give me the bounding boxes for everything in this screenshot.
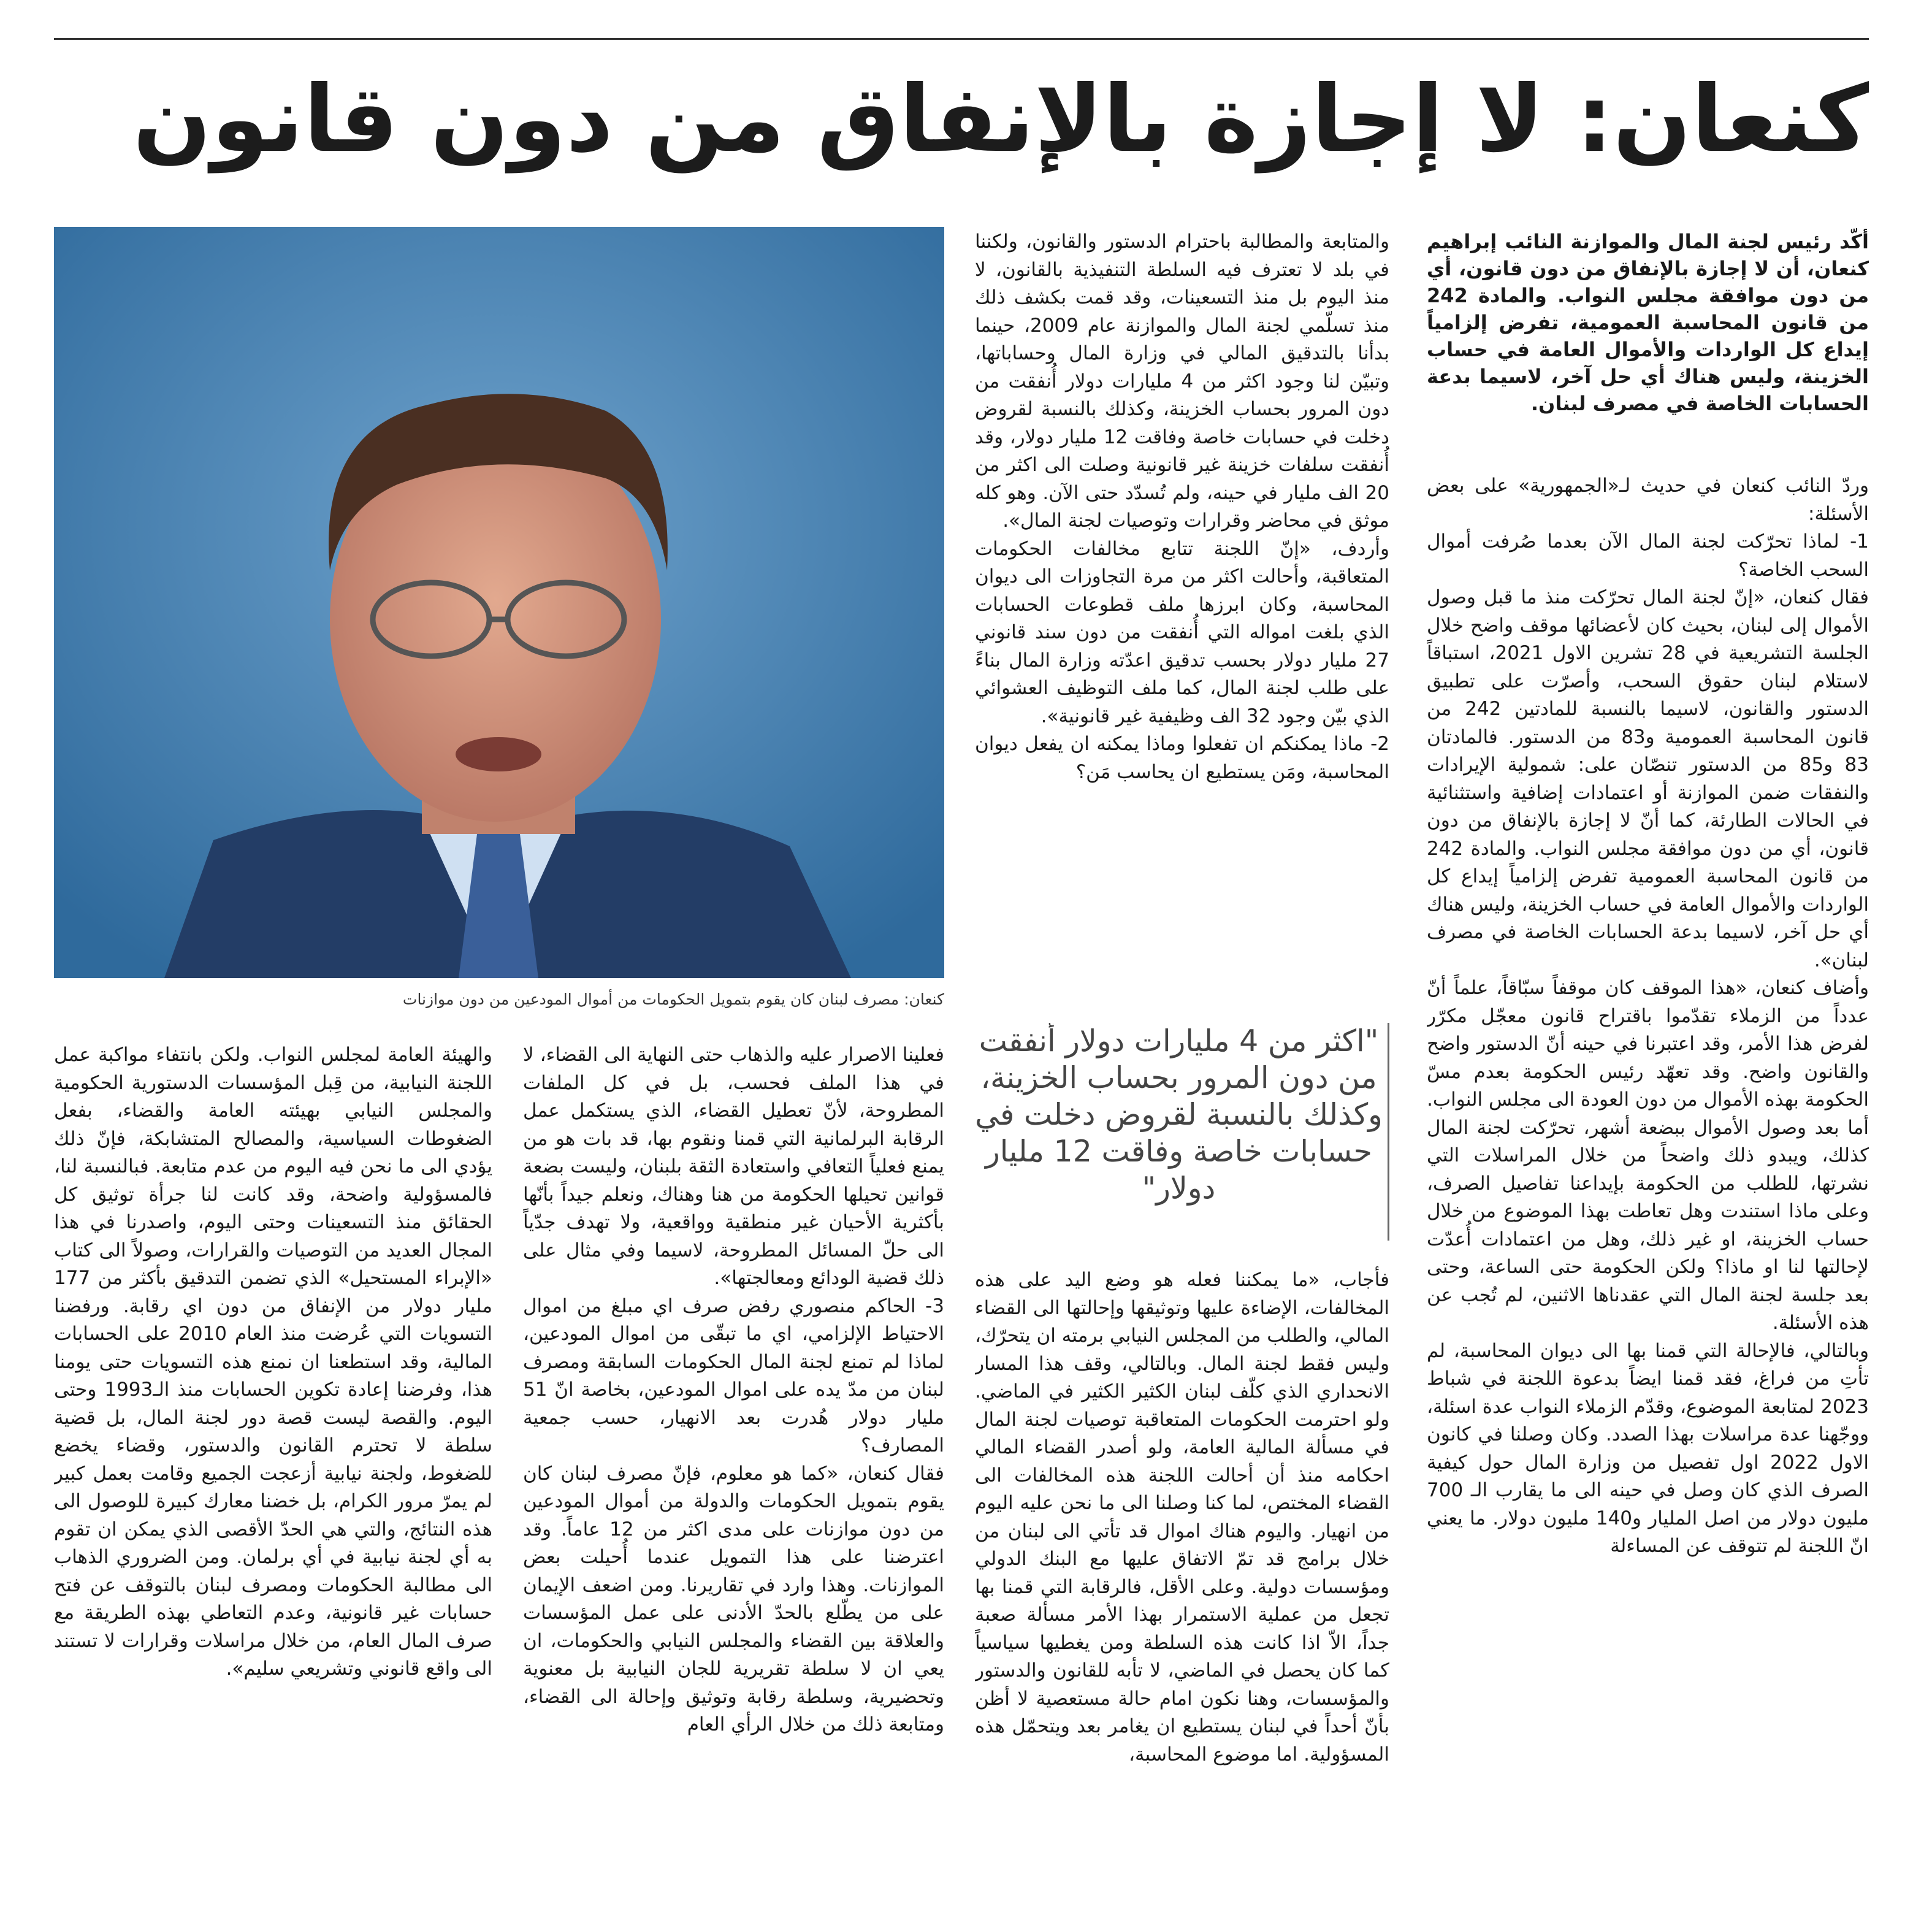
paragraph: وأردف، «إنّ اللجنة تتابع مخالفات الحكومات المتعاقبة، وأحالت اكثر من مرة التجاوزات الى ديوان المحاسبة، وكان ابرزها ملف قطوعات الحسابات الذي بلغت امواله التي أُنفقت من دون سند قانوني 27 مليار دولار بحسب تدقيق اعدّته وزارة المال بناءً على طلب لجنة المال، كما ملف التوظيف العشوائي الذي بيّن وجود 32 الف وظيفية غير قانونية». <box>975 537 1389 727</box>
column-2-bottom <box>975 1266 1389 1898</box>
portrait-photo <box>54 227 944 978</box>
column-4 <box>54 1041 492 1897</box>
paragraph: وردّ النائب كنعان في حديث لـ«الجمهورية» على بعض الأسئلة: <box>1427 475 1869 525</box>
column-2-top <box>975 228 1389 995</box>
column-1 <box>1427 228 1869 1896</box>
question-3: 3- الحاكم منصوري رفض صرف اي مبلغ من اموال الاحتياط الإلزامي، اي ما تبقّى من اموال المودعين، لماذا لم تمنع لجنة المال الحكومات السابقة ومصرف لبنان من مدّ يده على اموال المودعين، بخاصة انّ 51 مليار دولار هُدرت بعد الانهيار، حسب جمعية المصارف؟ <box>523 1295 944 1456</box>
paragraph: فأجاب، «ما يمكننا فعله هو وضع اليد على هذه المخالفات، الإضاءة عليها وتوثيقها وإحالتها الى القضاء المالي، والطلب من المجلس النيابي برمته ان يتحرّك، وليس فقط لجنة المال. وبالتالي، وقف هذا المسار الانحداري الذي كلّف لبنان الكثير الكثير في الماضي. ولو احترمت الحكومات المتعاقبة توصيات لجنة المال في مسألة المالية العامة، ولو أصدر القضاء المالي احكامه منذ أن أحالت اللجنة هذه المخالفات الى القضاء المختص، لما كنا وصلنا الى ما نحن عليه اليوم من انهيار. واليوم هناك اموال قد تأتي الى لبنان من خلال برامج قد تمّ الاتفاق عليها مع البنك الدولي ومؤسسات دولية. وعلى الأقل، فالرقابة التي قمنا بها تجعل من عملية الاستمرار بهذا الأمر مسألة صعبة جداً، الاّ اذا كانت هذه السلطة ومن يغطيها سياسياً كما كان يحصل في الماضي، لا تأبه للقانون والدستور والمؤسسات، وهنا نكون امام حالة مستعصية لا أظن بأنّ أحداً في لبنان يستطيع ان يغامر بعد ويتحمّل هذه المسؤولية. اما موضوع المحاسبة، <box>975 1269 1389 1766</box>
question-1: 1- لماذا تحرّكت لجنة المال الآن بعدما صُرفت أموال السحب الخاصة؟ <box>1427 530 1869 581</box>
column-3 <box>523 1041 944 1897</box>
top-rule <box>54 38 1869 40</box>
paragraph: فعلينا الاصرار عليه والذهاب حتى النهاية الى القضاء، لا في هذا الملف فحسب، بل في كل الملفات المطروحة، لأنّ تعطيل القضاء، الذي يستكمل عمل الرقابة البرلمانية التي قمنا ونقوم بها، قد بات هو من يمنع فعلياً التعافي واستعادة الثقة بلبنان، وليست بضعة قوانين تحيلها الحكومة من هنا وهناك، ونعلم جيداً بأنّها بأكثرية الأحيان غير منطقية وواقعية، ولا تهدف جدّياً الى حلّ المسائل المطروحة، لاسيما وفي مثال على ذلك قضية الودائع ومعالجتها». <box>523 1044 944 1289</box>
paragraph: وأضاف كنعان، «هذا الموقف كان موقفاً سبّاقاً، علماً أنّ عدداً من الزملاء تقدّموا باقتراح قانون معجّل مكرّر لفرض هذا الأمر، وقد اعتبرنا في حينه أنّ الدستور واضح والقانون واضح. وقد تعهّد رئيس الحكومة بعدم مسّ الحكومة بهذه الأموال من دون العودة الى مجلس النواب. <box>1427 977 1869 1111</box>
paragraph: والمتابعة والمطالبة باحترام الدستور والقانون، ولكننا في بلد لا تعترف فيه السلطة التنفيذية بالقانون، لا منذ اليوم بل منذ التسعينات، وقد قمت بكشف ذلك منذ تسلّمي لجنة المال والموازنة عام 2009، حينما بدأنا بالتدقيق المالي في وزارة المال وحساباتها، وتبيّن لنا وجود اكثر من 4 مليارات دولار أُنفقت من دون المرور بحساب الخزينة، وكذلك بالنسبة لقروض دخلت في حسابات خاصة وفاقت 12 مليار دولار، وقد أُنفقت سلفات خزينة غير قانونية وصلت الى اكثر من 20 الف مليار في حينه، ولم تُسدّد حتى الآن. وهو كله موثق في محاضر وقرارات وتوصيات لجنة المال». <box>975 231 1389 532</box>
paragraph: فقال كنعان، «إنّ لجنة المال تحرّكت منذ ما قبل وصول الأموال إلى لبنان، بحيث كان لأعضائها موقف واضح خلال الجلسة التشريعية في 28 تشرين الاول 2021، استباقاً لاستلام لبنان حقوق السحب، وأصرّت على تطبيق الدستور والقانون، لاسيما بالنسبة للمادتين 242 من قانون المحاسبة العمومية و83 من الدستور. فالمادتان 83 و85 من الدستور تنصّان على: شمولية الإيرادات والنفقات ضمن الموازنة أو اعتمادات إضافية واستثنائية في الحالات الطارئة، كما أنّ لا إجازة بالإنفاق من دون قانون، أي من دون موافقة مجلس النواب. والمادة 242 من قانون المحاسبة العمومية تفرض إلزامياً إيداع كل الواردات والأموال العامة في حساب الخزينة، وليس هناك أي حل آخر، لاسيما بدعة الحسابات الخاصة في مصرف لبنان». <box>1427 586 1869 971</box>
photo-caption: كنعان: مصرف لبنان كان يقوم بتمويل الحكومات من أموال المودعين من دون موازنات <box>402 990 944 1008</box>
lead-paragraph: أكّد رئيس لجنة المال والموازنة النائب إبراهيم كنعان، أن لا إجازة بالإنفاق من دون قانون، أي من دون موافقة مجلس النواب. والمادة 242 من قانون المحاسبة العمومية، تفرض إلزامياً إيداع كل الواردات والأموال العامة في حساب الخزينة، وليس هناك أي حل آخر، لاسيما بدعة الحسابات الخاصة في مصرف لبنان. <box>1427 230 1869 415</box>
headline: كنعان: لا إجازة بالإنفاق من دون قانون <box>132 66 1869 173</box>
paragraph: والهيئة العامة لمجلس النواب. ولكن بانتفاء مواكبة عمل اللجنة النيابية، من قِبل المؤسسات الدستورية الحكومية والمجلس النيابي بهيئته العامة والقضاء، بفعل الضغوطات السياسية، والمصالح المتشابكة، فإنّ ذلك يؤدي الى ما نحن فيه اليوم من عدم متابعة. فبالنسبة لنا، فالمسؤولية واضحة، وقد كانت لنا جرأة توثيق كل الحقائق منذ التسعينات وحتى اليوم، واصدرنا في هذا المجال العديد من التوصيات والقرارات، وصولاً الى كتاب «الإبراء المستحيل» الذي تضمن التدقيق بأكثر من 177 مليار دولار من الإنفاق من دون اي رقابة. ورفضنا التسويات التي عُرضت منذ العام 2010 على الحسابات المالية، وقد استطعنا ان نمنع هذه التسويات حتى يومنا هذا، وفرضنا إعادة تكوين الحسابات منذ الـ1993 وحتى اليوم. والقصة ليست قصة دور لجنة المال، بل قضية سلطة لا تحترم القانون والدستور، وقضاء يخضع للضغوط، ولجنة نيابية أزعجت الجميع وقامت بعمل كبير لم يمرّ مرور الكرام، بل خضنا معارك كبيرة للوصول الى هذه النتائج، والتي هي الحدّ الأقصى الذي يمكن ان تقوم به أي لجنة نيابية في أي برلمان. ومن الضروري الذهاب الى مطالبة الحكومات ومصرف لبنان بالتوقف عن فتح حسابات غير قانونية، وعدم التعاطي بهذه الطريقة مع صرف المال العام، من خلال مراسلات وقرارات لا تستند الى واقع قانوني وتشريعي سليم». <box>54 1044 492 1680</box>
paragraph: وبالتالي، فالإحالة التي قمنا بها الى ديوان المحاسبة، لم تأتِ من فراغ، فقد قمنا ايضاً بدعوة اللجنة في شباط 2023 لمتابعة الموضوع، وقدّم الزملاء النواب عدة اسئلة، ووجّهنا عدة مراسلات بهذا الصدد. وكان وصلنا في كانون الاول 2022 اول تفصيل من وزارة المال حول كيفية الصرف الذي كان وصل في حينه الى ما يقارب الـ 700 مليون دولار من اصل المليار و140 مليون دولار. ما يعني انّ اللجنة لم تتوقف عن المساءلة <box>1427 1339 1869 1557</box>
pull-quote: "اكثر من 4 مليارات دولار أُنفقت من دون المرور بحساب الخزينة، وكذلك بالنسبة لقروض دخلت في حسابات خاصة وفاقت 12 مليار دولار" <box>975 1023 1389 1241</box>
paragraph: أما بعد وصول الأموال ببضعة أشهر، تحرّكت لجنة المال كذلك، ويبدو ذلك واضحاً من خلال المراسلات التي نشرتها، للطلب من الحكومة بإيداعنا تفاصيل الصرف، وعلى ماذا استندت وهل تعاطت بهذا الموضوع من خلال حساب الخزينة، او غير ذلك، وهل من اعتمادات أُعدّت لإحالتها لنا او ماذا؟ ولكن الحكومة حتى الساعة، وحتى بعد جلسة لجنة المال التي عقدناها الاثنين، لم تُجب عن هذه الأسئلة. <box>1427 1116 1869 1334</box>
portrait-photo-icon <box>54 227 944 978</box>
question-2: 2- ماذا يمكنكم ان تفعلوا وماذا يمكنه ان يفعل ديوان المحاسبة، ومَن يستطيع ان يحاسب مَن؟ <box>975 733 1389 783</box>
paragraph: فقال كنعان، «كما هو معلوم، فإنّ مصرف لبنان كان يقوم بتمويل الحكومات والدولة من أموال المودعين من دون موازنات على مدى اكثر من 12 عاماً. وقد اعترضنا على هذا التمويل عندما أُحيلت بعض الموازنات. وهذا وارد في تقاريرنا. ومن اضعف الإيمان على من يطّلع بالحدّ الأدنى على عمل المؤسسات والعلاقة بين القضاء والمجلس النيابي والحكومات، ان يعي ان لا سلطة تقريرية للجان النيابية بل معنوية وتحضيرية، وسلطة رقابة وتوثيق وإحالة الى القضاء، ومتابعة ذلك من خلال الرأي العام <box>523 1462 944 1735</box>
